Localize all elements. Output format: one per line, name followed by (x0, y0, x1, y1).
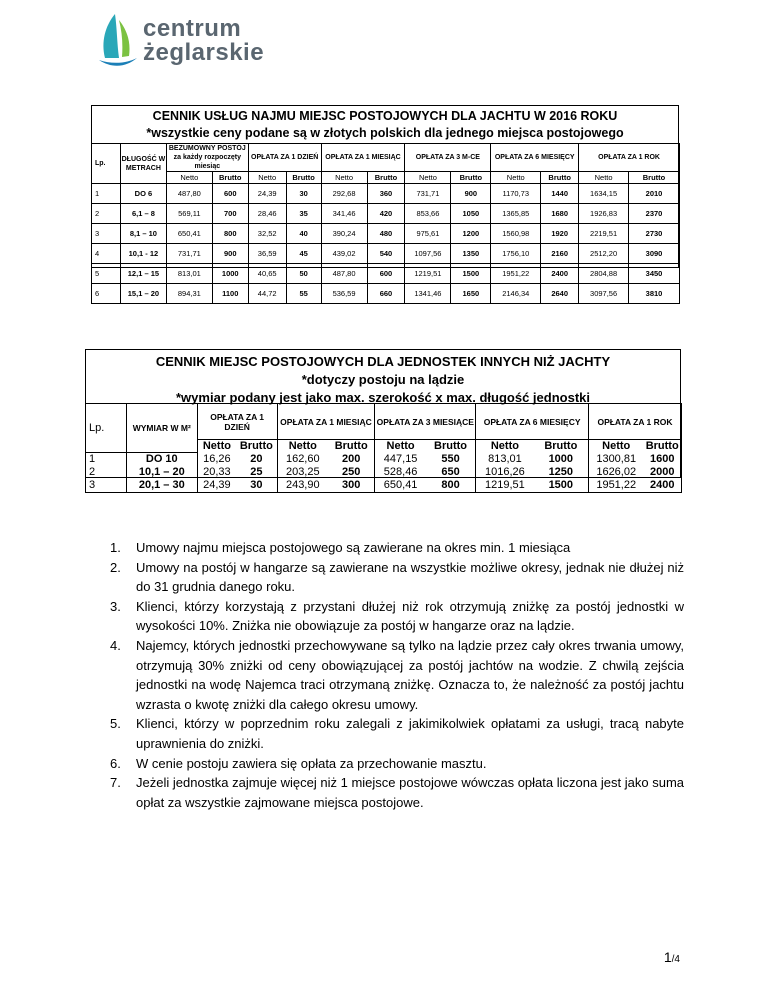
subheader-netto: Netto (248, 172, 286, 184)
subheader-netto: Netto (579, 172, 629, 184)
table-cell: 360 (367, 184, 405, 204)
list-item: 6. W cenie postoju zawiera się opłata za przechowanie masztu. (110, 755, 487, 771)
table-cell: 800 (212, 224, 248, 244)
subheader-brutto: Brutto (534, 440, 589, 453)
table-cell: 3097,56 (579, 284, 629, 304)
subheader-brutto: Brutto (643, 440, 681, 453)
col-1-month: OPŁATA ZA 1 MIESIĄC (321, 144, 405, 172)
subheader-netto: Netto (476, 440, 534, 453)
table-cell: 55 (286, 284, 321, 304)
table-cell: 6,1 – 8 (120, 204, 166, 224)
col2-6-months: OPŁATA ZA 6 MIESIĘCY (476, 404, 589, 440)
table-cell: 487,80 (166, 184, 212, 204)
table-cell: 1926,83 (579, 204, 629, 224)
table-cell: 1920 (541, 224, 579, 244)
table-cell: 243,90 (277, 479, 328, 493)
sail-logo-icon (95, 12, 141, 70)
col-1-day: OPŁATA ZA 1 DZIEŃ (248, 144, 321, 172)
table-cell: 300 (328, 479, 375, 493)
list-item: 1. Umowy najmu miejsca postojowego są zawierane na okres min. 1 miesiąca (110, 540, 571, 555)
table-cell: 800 (426, 479, 476, 493)
col-6-months: OPŁATA ZA 6 MIESIĘCY (491, 144, 579, 172)
table-cell: 40 (286, 224, 321, 244)
list-item: 7. Jeżeli jednostka zajmuje więcej niż 1 miejsce postojowe wówczas opłata liczona jest jako suma opłat za wszystkie zajmowane miejsca postojowe. (110, 775, 684, 810)
table-cell: 1250 (534, 466, 589, 479)
col-length: DŁUGOŚĆ W METRACH (120, 144, 166, 184)
table-cell: 30 (286, 184, 321, 204)
table-cell: 650,41 (375, 479, 426, 493)
table-cell: 36,59 (248, 244, 286, 264)
subheader-brutto: Brutto (212, 172, 248, 184)
table-cell: 10,1 – 20 (126, 466, 197, 479)
table-cell: 900 (212, 244, 248, 264)
col-unmet-stay: BEZUMOWNY POSTÓJ za każdy rozpoczęty miesiąc (166, 144, 248, 172)
table-cell: 1219,51 (405, 264, 451, 284)
table-row (92, 224, 680, 244)
table-cell: 1560,98 (491, 224, 541, 244)
table-cell: 439,02 (321, 244, 367, 264)
table-cell: 3090 (629, 244, 680, 264)
list-item-text: W cenie postoju zawiera się opłata za przechowanie masztu. (136, 755, 487, 771)
yacht-price-table (91, 143, 680, 304)
table-cell: 1200 (451, 224, 491, 244)
table-cell: 2512,20 (579, 244, 629, 264)
list-item-text: Jeżeli jednostka zajmuje więcej niż 1 miejsce postojowe wówczas opłata liczona jest jako suma opłat za wszystkie zajmowane miejsca postojowe. (136, 775, 684, 810)
table-cell: 2010 (629, 184, 680, 204)
table-cell: 25 (236, 466, 277, 479)
col-lp: Lp. (92, 144, 121, 184)
other-units-table-title (86, 353, 680, 407)
table-row (86, 479, 682, 493)
table-cell: 853,66 (405, 204, 451, 224)
table-cell: 894,31 (166, 284, 212, 304)
subheader-netto: Netto (375, 440, 426, 453)
table-cell: 40,65 (248, 264, 286, 284)
subheader-netto: Netto (321, 172, 367, 184)
table-cell: 5 (92, 264, 121, 284)
table-cell: DO 6 (120, 184, 166, 204)
table-cell: 2160 (541, 244, 579, 264)
table-cell: 1 (92, 184, 121, 204)
subheader-brutto: Brutto (367, 172, 405, 184)
table-cell: 2804,88 (579, 264, 629, 284)
table-cell: 1951,22 (589, 479, 644, 493)
table-cell: 28,46 (248, 204, 286, 224)
page-number (664, 949, 680, 965)
table-cell: 24,39 (197, 479, 236, 493)
subheader-netto: Netto (491, 172, 541, 184)
list-item-text: Klienci, którzy korzystają z przystani dłużej niż rok otrzymują zniżkę za postój jednostki w wysokości 10%. Zniżka nie obowiązuje za postój w hangarze oraz na lądzie. (136, 598, 684, 634)
table-cell: 1100 (212, 284, 248, 304)
yacht-table-title (92, 108, 678, 142)
table-cell: 24,39 (248, 184, 286, 204)
col2-lp: Lp. (86, 404, 127, 453)
table-cell: 1016,26 (476, 466, 534, 479)
table-cell: 1951,22 (491, 264, 541, 284)
list-item-text: Umowy najmu miejsca postojowego są zawierane na okres min. 1 miesiąca (136, 540, 571, 555)
table-cell: 8,1 – 10 (120, 224, 166, 244)
table-cell: 1680 (541, 204, 579, 224)
table-cell: 2730 (629, 224, 680, 244)
col2-1-day: OPŁATA ZA 1 DZIEŃ (197, 404, 277, 440)
subheader-netto: Netto (197, 440, 236, 453)
list-item-text: Najemcy, których jednostki przechowywane są tylko na lądzie przez cały okres trwania umowy, otrzymują 30% zniżki od ceny obowiązującej za postój jachtów na wodzie. Z chwilą zejścia jednostki na wodę Najemca traci otrzymaną zniżkę. Oznacza to, że należność za postój jachtu wzrasta o kwotę zniżki dla całego okresu umowy. (136, 637, 684, 712)
table-cell: 550 (426, 453, 476, 467)
table-cell: 2219,51 (579, 224, 629, 244)
subheader-brutto: Brutto (451, 172, 491, 184)
table-row (92, 204, 680, 224)
table-cell: 1500 (451, 264, 491, 284)
table-cell: 487,80 (321, 264, 367, 284)
col2-size: WYMIAR W M² (126, 404, 197, 453)
table-cell: 420 (367, 204, 405, 224)
table-cell: 731,71 (166, 244, 212, 264)
table-cell: 480 (367, 224, 405, 244)
table-cell: 3 (92, 224, 121, 244)
table-cell: 1626,02 (589, 466, 644, 479)
table-cell: 20 (236, 453, 277, 467)
table-cell: 536,59 (321, 284, 367, 304)
table-cell: 10,1 - 12 (120, 244, 166, 264)
table-cell: 20,33 (197, 466, 236, 479)
table-cell: 1756,10 (491, 244, 541, 264)
list-item: 2. Umowy na postój w hangarze są zawierane na wszystkie możliwe okresy, jednak nie dłużej niż do 31 grudnia danego roku. (110, 559, 684, 595)
table-cell: 20,1 – 30 (126, 479, 197, 493)
table-row (92, 284, 680, 304)
table-cell: 3 (86, 479, 127, 493)
subheader-brutto: Brutto (328, 440, 375, 453)
table-row (92, 264, 680, 284)
logo (95, 12, 265, 70)
table-row (92, 244, 680, 264)
table-cell: 35 (286, 204, 321, 224)
col-1-year: OPŁATA ZA 1 ROK (579, 144, 680, 172)
yacht-price-table-box (91, 105, 679, 298)
table-cell: 1500 (534, 479, 589, 493)
table-cell: 600 (367, 264, 405, 284)
table-cell: 44,72 (248, 284, 286, 304)
subheader-brutto: Brutto (426, 440, 476, 453)
table-cell: 12,1 – 15 (120, 264, 166, 284)
logo-text-line2: żeglarskie (143, 39, 265, 66)
list-item: 3. Klienci, którzy korzystają z przystani dłużej niż rok otrzymują zniżkę za postój jednostki w wysokości 10%. Zniżka nie obowiązuje za postój w hangarze oraz na lądzie. (110, 598, 684, 634)
list-item-text: Klienci, którzy w poprzednim roku zalegali z jakimikolwiek opłatami za usługi, tracą nabyte uprawnienia do zniżki. (136, 716, 684, 751)
table-cell: 250 (328, 466, 375, 479)
table-cell: 1600 (643, 453, 681, 467)
table-cell: 731,71 (405, 184, 451, 204)
table-cell: 200 (328, 453, 375, 467)
other-units-title-line1: CENNIK MIEJSC POSTOJOWYCH DLA JEDNOSTEK INNYCH NIŻ JACHTY (155, 354, 611, 369)
table-cell: 569,11 (166, 204, 212, 224)
table-cell: 2640 (541, 284, 579, 304)
logo-text-line1: centrum (143, 15, 242, 42)
subheader-brutto: Brutto (629, 172, 680, 184)
yacht-table-title-line1: CENNIK USŁUG NAJMU MIEJSC POSTOJOWYCH DLA JACHTU W 2016 ROKU (152, 109, 618, 123)
yacht-table-title-line2: *wszystkie ceny podane są w złotych polskich dla jednego miejsca postojowego (146, 126, 624, 140)
table-cell: 650,41 (166, 224, 212, 244)
table-cell: 3450 (629, 264, 680, 284)
table-cell: 1097,56 (405, 244, 451, 264)
subheader-netto: Netto (277, 440, 328, 453)
table-cell: 32,52 (248, 224, 286, 244)
list-item-text: Umowy na postój w hangarze są zawierane na wszystkie możliwe okresy, jednak nie dłużej niż do 31 grudnia danego roku. (136, 559, 684, 595)
table-cell: 45 (286, 244, 321, 264)
subheader-netto: Netto (589, 440, 644, 453)
table-cell: 16,26 (197, 453, 236, 467)
table-cell: 975,61 (405, 224, 451, 244)
table-cell: 600 (212, 184, 248, 204)
table-cell: 1050 (451, 204, 491, 224)
table-row (92, 184, 680, 204)
table-cell: 1440 (541, 184, 579, 204)
table-row (86, 453, 682, 467)
table-cell: 540 (367, 244, 405, 264)
subheader-netto: Netto (166, 172, 212, 184)
table-cell: 1350 (451, 244, 491, 264)
table-cell: 1000 (212, 264, 248, 284)
page-current: 1 (663, 949, 672, 965)
table-cell: 203,25 (277, 466, 328, 479)
table-cell: 50 (286, 264, 321, 284)
table-cell: 813,01 (476, 453, 534, 467)
table-cell: 15,1 – 20 (120, 284, 166, 304)
table-cell: 1300,81 (589, 453, 644, 467)
table-cell: 2 (92, 204, 121, 224)
table-cell: 660 (367, 284, 405, 304)
table-cell: 1000 (534, 453, 589, 467)
other-units-price-table (85, 403, 682, 493)
col2-1-month: OPŁATA ZA 1 MIESIĄC (277, 404, 375, 440)
table-cell: 2146,34 (491, 284, 541, 304)
table-cell: 341,46 (321, 204, 367, 224)
table-cell: 1219,51 (476, 479, 534, 493)
table-cell: 1 (86, 453, 127, 467)
table-cell: 30 (236, 479, 277, 493)
table-cell: 700 (212, 204, 248, 224)
table-cell: 2000 (643, 466, 681, 479)
subheader-netto: Netto (405, 172, 451, 184)
table-cell: 2400 (643, 479, 681, 493)
subheader-brutto: Brutto (236, 440, 277, 453)
table-cell: 813,01 (166, 264, 212, 284)
other-units-title-line3: *wymiar podany jest jako max. szerokość x max. długość jednostki (176, 390, 590, 405)
table-cell: 528,46 (375, 466, 426, 479)
table-cell: 650 (426, 466, 476, 479)
page-total: /4 (671, 954, 680, 965)
terms-list (110, 538, 684, 812)
table-cell: 2 (86, 466, 127, 479)
other-units-title-line2: *dotyczy postoju na lądzie (301, 372, 465, 387)
table-cell: 3810 (629, 284, 680, 304)
table-cell: 1650 (451, 284, 491, 304)
table-cell: 1341,46 (405, 284, 451, 304)
table-cell: 6 (92, 284, 121, 304)
table-row (86, 466, 682, 479)
subheader-brutto: Brutto (541, 172, 579, 184)
table-cell: 390,24 (321, 224, 367, 244)
table-cell: 447,15 (375, 453, 426, 467)
col-3-months: OPŁATA ZA 3 M-CE (405, 144, 491, 172)
table-cell: 900 (451, 184, 491, 204)
col2-3-months: OPŁATA ZA 3 MIESIĄCE (375, 404, 476, 440)
table-cell: 1365,85 (491, 204, 541, 224)
table-cell: 1634,15 (579, 184, 629, 204)
col2-1-year: OPŁATA ZA 1 ROK (589, 404, 682, 440)
table-cell: 2370 (629, 204, 680, 224)
subheader-brutto: Brutto (286, 172, 321, 184)
table-cell: 162,60 (277, 453, 328, 467)
table-cell: 2400 (541, 264, 579, 284)
table-cell: 1170,73 (491, 184, 541, 204)
list-item: 5. Klienci, którzy w poprzednim roku zalegali z jakimikolwiek opłatami za usługi, tracą nabyte uprawnienia do zniżki. (110, 716, 684, 751)
other-units-price-table-box (85, 349, 681, 491)
table-cell: 292,68 (321, 184, 367, 204)
list-item: 4. Najemcy, których jednostki przechowywane są tylko na lądzie przez cały okres trwania umowy, otrzymują 30% zniżki od ceny obowiązującej za postój jachtów na wodzie. Z chwilą zejścia jednostki na wodę Najemca traci otrzymaną zniżkę. Oznacza to, że należność za postój jachtu wzrasta o kwotę zniżki dla całego okresu umowy. (110, 637, 684, 712)
table-cell: 4 (92, 244, 121, 264)
table-cell: DO 10 (126, 453, 197, 467)
